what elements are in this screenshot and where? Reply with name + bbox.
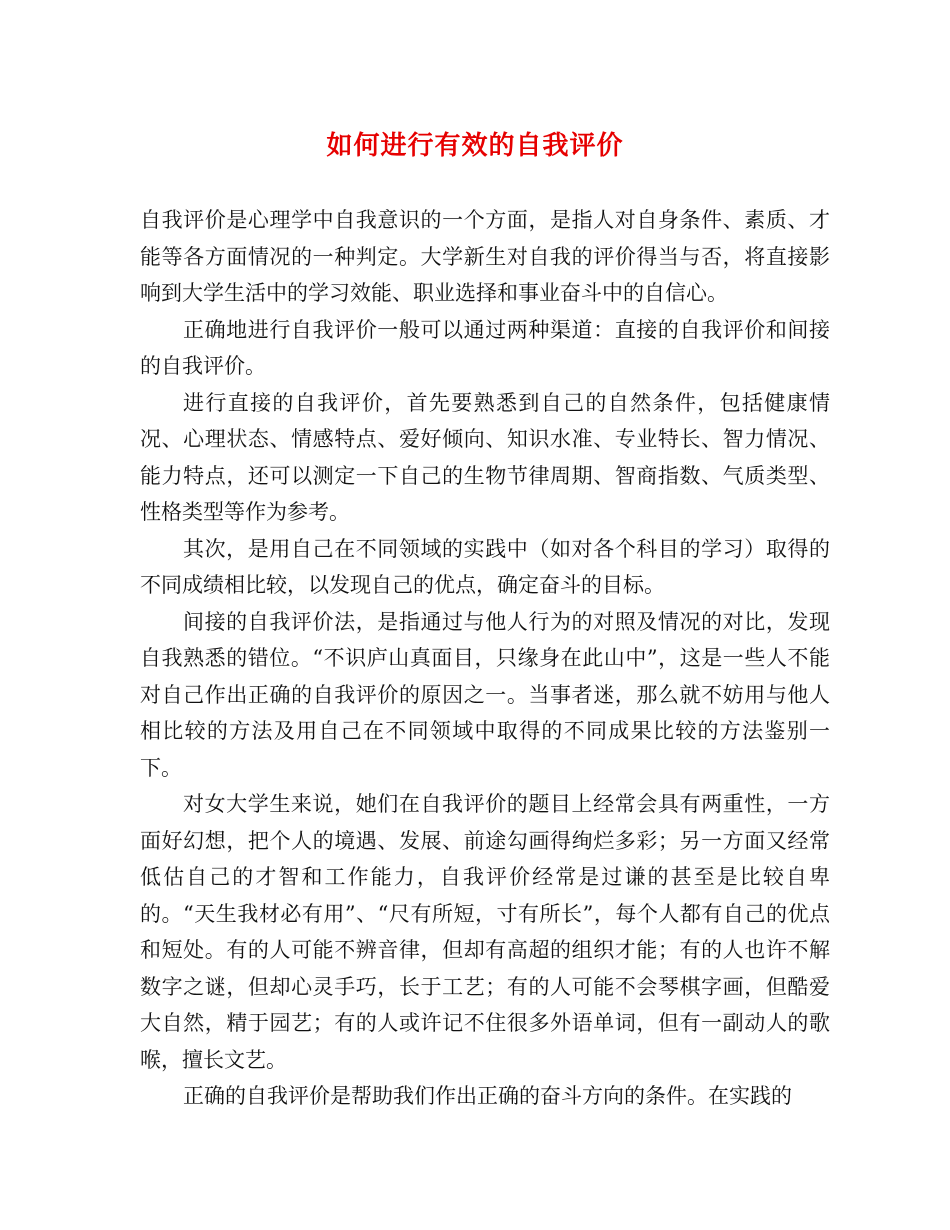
paragraph-2: 正确地进行自我评价一般可以通过两种渠道：直接的自我评价和间接的自我评价。	[140, 317, 830, 378]
paragraph-1: 自我评价是心理学中自我意识的一个方面，是指人对自身条件、素质、才能等各方面情况的一种判定。大学新生对自我的评价得当与否，将直接影响到大学生活中的学习效能、职业选择和事业奋斗中的自信心。	[140, 208, 830, 305]
paragraph-7: 正确的自我评价是帮助我们作出正确的奋斗方向的条件。在实践的	[183, 1084, 792, 1108]
document-title: 如何进行有效的自我评价	[326, 131, 624, 161]
paragraph-6: 对女大学生来说，她们在自我评价的题目上经常会具有两重性，一方面好幻想，把个人的境遇、发展、前途勾画得绚烂多彩；另一方面又经常低估自己的才智和工作能力，自我评价经常是过谦的甚至是比较自卑的。“天生我材必有用”、“尺有所短，寸有所长”，每个人都有自己的优点和短处。有的人可能不辨音律，但却有高超的组织才能；有的人也许不解数字之谜，但却心灵手巧，长于工艺；有的人可能不会琴棋字画，但酷爱大自然，精于园艺；有的人或许记不住很多外语单词，但有一副动人的歌喉，擅长文艺。	[140, 792, 830, 1072]
paragraph-3: 进行直接的自我评价，首先要熟悉到自己的自然条件，包括健康情况、心理状态、情感特点、爱好倾向、知识水准、专业特长、智力情况、能力特点，还可以测定一下自己的生物节律周期、智商指数、气质类型、性格类型等作为参考。	[140, 390, 830, 524]
paragraph-4: 其次，是用自己在不同领域的实践中（如对各个科目的学习）取得的不同成绩相比较，以发现自己的优点，确定奋斗的目标。	[140, 536, 830, 597]
paragraph-5: 间接的自我评价法，是指通过与他人行为的对照及情况的对比，发现自我熟悉的错位。“不识庐山真面目，只缘身在此山中”，这是一些人不能对自己作出正确的自我评价的原因之一。当事者迷，那么就不妨用与他人相比较的方法及用自己在不同领域中取得的不同成果比较的方法鉴别一下。	[140, 609, 830, 780]
document-body	[140, 202, 830, 1115]
